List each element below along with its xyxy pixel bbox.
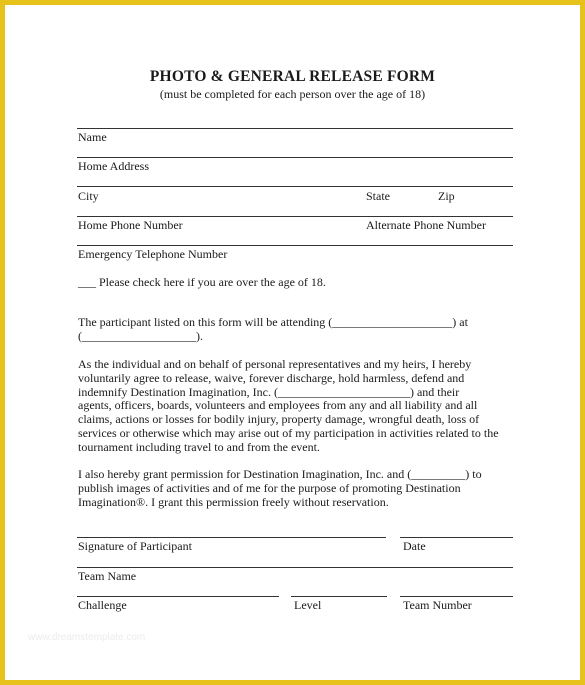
- release-line: tournament including travel to and from the event.: [78, 439, 320, 454]
- permission-line: I also hereby grant permission for Destination Imagination, Inc. and (_________) to: [78, 467, 482, 481]
- release-line: voluntarily agree to release, waive, forever discharge, hold harmless, defend and: [78, 370, 465, 385]
- form-subtitle: (must be completed for each person over the age of 18): [159, 87, 426, 101]
- attending-line: The participant listed on this form will be attending (____________________) at: [78, 315, 468, 329]
- city-field-line[interactable]: [77, 216, 513, 217]
- level-label: Level: [294, 598, 322, 612]
- signature-label: Signature of Participant: [78, 539, 192, 553]
- watermark-text: www.dreamstemplate.com: [28, 632, 146, 643]
- zip-label: Zip: [438, 189, 455, 203]
- date-field-line[interactable]: [400, 537, 513, 538]
- team-name-label: Team Name: [78, 569, 137, 583]
- home-phone-label: Home Phone Number: [78, 218, 183, 232]
- release-line: indemnify Destination Imagination, Inc. (______________________) and their: [78, 384, 460, 399]
- state-label: State: [366, 189, 390, 203]
- release-line: claims, actions or losses for bodily injury, property damage, wrongful death, loss of: [78, 412, 480, 427]
- attending-line: (___________________).: [78, 328, 203, 343]
- permission-line: publish images of activities and of me for the purpose of promoting Destination: [78, 480, 461, 495]
- name-field-line[interactable]: [77, 157, 513, 158]
- form-title: PHOTO & GENERAL RELEASE FORM: [149, 68, 436, 85]
- emergency-phone-label: Emergency Telephone Number: [78, 247, 228, 261]
- alternate-phone-label: Alternate Phone Number: [366, 218, 486, 232]
- team-name-field-line[interactable]: [77, 567, 513, 568]
- release-line: As the individual and on behalf of personal representatives and my heirs, I hereby: [78, 357, 472, 371]
- age-check-item[interactable]: ___ Please check here if you are over the age of 18.: [78, 275, 326, 289]
- release-line: agents, officers, boards, volunteers and employees from any and all liability and all: [78, 398, 478, 413]
- permission-line: Imagination®. I grant this permission freely without reservation.: [78, 494, 389, 509]
- release-paragraph: [78, 358, 518, 455]
- phone-field-line[interactable]: [77, 245, 513, 246]
- team-number-field-line[interactable]: [400, 596, 513, 597]
- name-label: Name: [78, 130, 107, 144]
- team-number-label: Team Number: [403, 598, 472, 612]
- home-address-field-line[interactable]: [77, 186, 513, 187]
- signature-field-line[interactable]: [77, 537, 386, 538]
- level-field-line[interactable]: [291, 596, 387, 597]
- name-top-rule: [77, 128, 513, 129]
- attending-paragraph: [78, 316, 518, 344]
- challenge-label: Challenge: [78, 598, 127, 612]
- city-label: City: [78, 189, 99, 203]
- release-line: services or otherwise which may arise out of my participation in activities related to the: [78, 425, 499, 440]
- date-label: Date: [403, 539, 426, 553]
- permission-paragraph: [78, 468, 518, 509]
- challenge-field-line[interactable]: [77, 596, 279, 597]
- home-address-label: Home Address: [78, 159, 149, 173]
